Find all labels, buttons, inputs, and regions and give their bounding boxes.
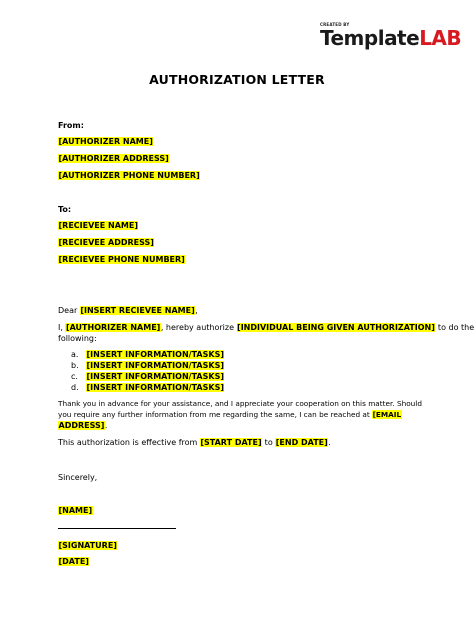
to-name-line xyxy=(58,220,138,231)
name-line xyxy=(58,505,93,516)
task-field: [INSERT INFORMATION/TASKS] xyxy=(86,372,224,381)
list-item-text xyxy=(86,371,224,382)
logo-wordmark xyxy=(320,26,461,50)
email-field-part-1: [EMAIL xyxy=(372,410,402,419)
start-date-field: [START DATE] xyxy=(200,438,262,447)
list-item-text xyxy=(86,382,224,393)
list-item xyxy=(71,371,78,382)
salutation xyxy=(58,305,198,316)
recievee-address-field: [RECIEVEE ADDRESS] xyxy=(58,238,154,247)
thanks-line-2-text: you require any further information from me regarding the same, I can be reached at xyxy=(58,410,373,419)
salutation-suffix: , xyxy=(195,306,198,315)
list-item-marker: a. xyxy=(71,350,79,359)
effective-middle: to xyxy=(262,438,276,447)
recievee-phone-field: [RECIEVEE PHONE NUMBER] xyxy=(58,255,185,264)
logo-lab-text: LAB xyxy=(419,26,462,50)
authorization-line-1 xyxy=(58,322,474,333)
name-field: [NAME] xyxy=(58,506,93,515)
signature-line xyxy=(58,540,117,551)
list-item xyxy=(71,360,79,371)
from-address-line xyxy=(58,153,169,164)
auth-individual-field: [INDIVIDUAL BEING GIVEN AUTHORIZATION] xyxy=(237,323,435,332)
auth-prefix: I, xyxy=(58,323,66,332)
authorization-line-2: following: xyxy=(58,334,97,343)
thanks-line-3-suffix: . xyxy=(104,421,108,430)
signature-underline xyxy=(58,528,176,529)
list-item-marker: d. xyxy=(71,383,79,392)
authorizer-address-field: [AUTHORIZER ADDRESS] xyxy=(58,154,169,163)
task-field: [INSERT INFORMATION/TASKS] xyxy=(86,361,224,370)
auth-name-field: [AUTHORIZER NAME] xyxy=(65,323,161,332)
salutation-name-field: [INSERT RECIEVEE NAME] xyxy=(80,306,195,315)
list-item-marker: c. xyxy=(71,372,78,381)
list-item-text xyxy=(86,360,224,371)
list-item-marker: b. xyxy=(71,361,79,370)
effective-suffix: . xyxy=(328,438,331,447)
signature-field: [SIGNATURE] xyxy=(58,541,117,550)
thanks-line-2 xyxy=(58,409,402,420)
auth-suffix: to do the xyxy=(435,323,474,332)
authorizer-name-field: [AUTHORIZER NAME] xyxy=(58,137,153,146)
list-item xyxy=(71,382,79,393)
thanks-line-1: Thank you in advance for your assistance, and I appreciate your cooperation on this matter. Should xyxy=(58,399,422,408)
auth-middle: , hereby authorize xyxy=(160,323,237,332)
date-field: [DATE] xyxy=(58,557,89,566)
from-name-line xyxy=(58,136,153,147)
to-phone-line xyxy=(58,254,185,265)
effective-dates-line xyxy=(58,437,331,448)
authorizer-phone-field: [AUTHORIZER PHONE NUMBER] xyxy=(58,171,200,180)
to-address-line xyxy=(58,237,154,248)
salutation-prefix: Dear xyxy=(58,306,80,315)
templatelab-logo xyxy=(320,22,460,52)
list-item xyxy=(71,349,78,360)
recievee-name-field: [RECIEVEE NAME] xyxy=(58,221,138,230)
logo-template-text: Template xyxy=(320,26,420,50)
date-line xyxy=(58,556,89,567)
effective-prefix: This authorization is effective from xyxy=(58,438,200,447)
closing: Sincerely, xyxy=(58,473,98,482)
to-label: To: xyxy=(58,205,72,214)
email-field-part-2: ADDRESS] xyxy=(58,421,105,430)
letter-title: AUTHORIZATION LETTER xyxy=(149,72,325,87)
logo-created-by: CREATED BY xyxy=(320,22,350,27)
thanks-line-3 xyxy=(58,420,107,431)
end-date-field: [END DATE] xyxy=(275,438,328,447)
from-phone-line xyxy=(58,170,200,181)
list-item-text xyxy=(86,349,224,360)
from-label: From: xyxy=(58,121,84,130)
task-field: [INSERT INFORMATION/TASKS] xyxy=(86,383,224,392)
task-field: [INSERT INFORMATION/TASKS] xyxy=(86,350,224,359)
